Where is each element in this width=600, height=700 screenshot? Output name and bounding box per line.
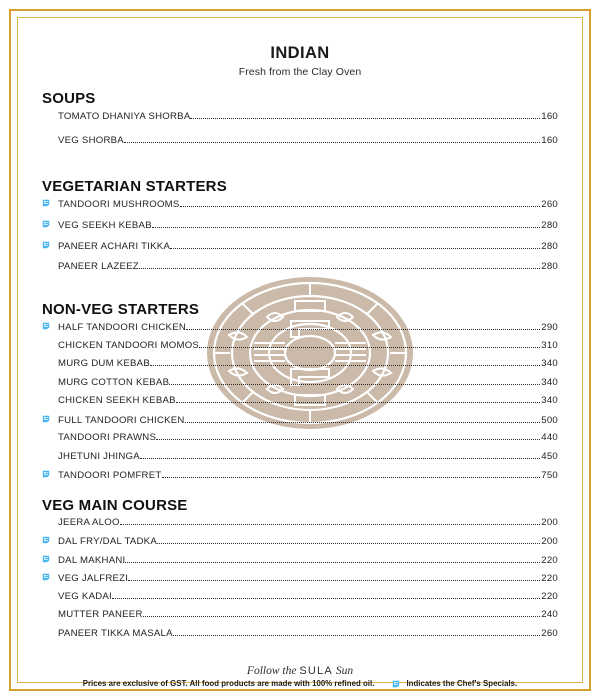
section-title: NON-VEG STARTERS — [42, 301, 200, 318]
chefs-special-icon — [392, 680, 400, 688]
menu-item-name: PANEER ACHARI TIKKA — [58, 241, 171, 252]
dotted-leader — [140, 454, 540, 459]
dotted-leader — [199, 343, 540, 348]
dotted-leader — [176, 398, 540, 403]
menu-item-price: 260 — [541, 199, 558, 210]
page-subtitle: Fresh from the Clay Oven — [238, 66, 362, 78]
dotted-leader — [185, 418, 541, 423]
chefs-special-icon — [42, 555, 58, 563]
menu-item-price: 750 — [541, 470, 558, 481]
dotted-leader — [139, 264, 540, 269]
dotted-leader — [170, 244, 540, 249]
chefs-special-legend: Indicates the Chef's Specials. — [406, 679, 518, 688]
chefs-special-icon — [42, 470, 58, 478]
menu-item-row — [42, 415, 558, 434]
menu-item-price: 450 — [541, 450, 558, 462]
menu-item-name: MURG COTTON KEBAB — [58, 376, 170, 388]
section-title: VEGETARIAN STARTERS — [42, 178, 227, 195]
menu-item-name: DAL FRY/DAL TADKA — [58, 536, 157, 547]
follow-suffix: Sun — [335, 665, 354, 677]
menu-item-price: 280 — [541, 220, 558, 231]
menu-item-row — [42, 629, 558, 648]
menu-item-price: 280 — [541, 261, 558, 272]
menu-item-name: JHETUNI JHINGA — [58, 450, 140, 462]
menu-item-row — [42, 241, 558, 262]
menu-item-row — [42, 136, 558, 160]
dotted-leader — [112, 594, 540, 599]
menu-item-row — [42, 592, 558, 611]
menu-header — [22, 22, 578, 78]
dotted-leader — [143, 612, 541, 617]
menu-item-price: 200 — [541, 536, 558, 547]
menu-section — [42, 90, 558, 160]
chefs-special-icon — [42, 573, 58, 581]
menu-item-name: MUTTER PANEER — [58, 609, 143, 620]
section-title: VEG MAIN COURSE — [42, 496, 188, 514]
menu-item-row — [42, 536, 558, 555]
dotted-leader — [180, 202, 541, 207]
chefs-special-icon — [42, 415, 58, 423]
menu-section — [42, 301, 558, 489]
menu-item-name: PANEER TIKKA MASALA — [58, 627, 173, 639]
menu-item-name: CHICKEN SEEKH KEBAB — [58, 395, 176, 406]
menu-section — [42, 497, 558, 648]
menu-item-name: TANDOORI MUSHROOMS — [58, 199, 180, 210]
menu-sections — [22, 90, 578, 678]
menu-item-name: TOMATO DHANIYA SHORBA — [58, 111, 191, 122]
menu-item-price: 160 — [541, 111, 558, 122]
dotted-leader — [128, 576, 540, 581]
menu-item-row — [42, 322, 558, 341]
menu-item-row — [42, 112, 558, 136]
menu-item-row — [42, 452, 558, 471]
menu-item-name: VEG SHORBA — [58, 135, 124, 146]
dotted-leader — [125, 558, 540, 563]
menu-content — [22, 22, 578, 678]
dotted-leader — [152, 223, 540, 228]
menu-item-price: 340 — [541, 358, 558, 369]
menu-item-price: 160 — [541, 135, 558, 146]
menu-item-price: 310 — [541, 339, 558, 351]
menu-item-price: 220 — [541, 554, 558, 566]
dotted-leader — [150, 361, 540, 366]
menu-item-price: 340 — [541, 376, 558, 388]
menu-item-row — [42, 573, 558, 592]
menu-item-row — [42, 470, 558, 489]
dotted-leader — [156, 435, 540, 440]
menu-item-name: PANEER LAZEEZ — [58, 261, 139, 272]
page-title: INDIAN — [270, 44, 330, 62]
menu-item-name: DAL MAKHANI — [58, 554, 126, 566]
menu-item-name: MURG DUM KEBAB — [58, 358, 150, 369]
menu-item-price: 220 — [541, 590, 558, 602]
menu-item-name: VEG SEEKH KEBAB — [58, 220, 152, 231]
dotted-leader — [190, 114, 540, 119]
dotted-leader — [169, 380, 540, 385]
menu-item-price: 290 — [541, 322, 558, 333]
menu-item-row — [42, 262, 558, 283]
follow-tagline — [22, 665, 578, 677]
chefs-special-icon — [42, 199, 58, 207]
chefs-special-icon — [42, 220, 58, 228]
menu-item-name: HALF TANDOORI CHICKEN — [58, 322, 187, 333]
dotted-leader — [124, 138, 540, 143]
price-disclaimer: Prices are exclusive of GST. All food products are made with 100% refined oil. — [82, 679, 375, 688]
chefs-special-icon — [42, 322, 58, 330]
menu-item-price: 200 — [541, 516, 558, 528]
menu-item-price: 500 — [541, 414, 558, 426]
menu-item-name: VEG KADAI — [58, 590, 112, 602]
menu-item-row — [42, 359, 558, 378]
menu-item-name: TANDOORI PRAWNS — [58, 432, 157, 443]
menu-item-name: JEERA ALOO — [58, 516, 120, 528]
follow-prefix: Follow the — [246, 665, 297, 677]
menu-item-name: FULL TANDOORI CHICKEN — [58, 414, 185, 426]
menu-item-price: 280 — [541, 241, 558, 252]
section-spacer — [42, 162, 558, 178]
dotted-leader — [157, 539, 540, 544]
menu-item-price: 440 — [541, 432, 558, 443]
brand-name: SULA — [299, 665, 333, 677]
chefs-special-icon — [42, 536, 58, 544]
footer-fineprint — [22, 679, 578, 688]
menu-item-row — [42, 199, 558, 220]
menu-item-row — [42, 433, 558, 452]
menu-item-row — [42, 518, 558, 537]
menu-item-price: 260 — [541, 627, 558, 639]
section-title: SOUPS — [42, 90, 96, 107]
menu-item-row — [42, 396, 558, 415]
dotted-leader — [120, 520, 541, 525]
menu-item-row — [42, 220, 558, 241]
menu-item-name: TANDOORI POMFRET — [58, 470, 162, 481]
menu-item-row — [42, 378, 558, 397]
dotted-leader — [162, 473, 541, 478]
menu-item-price: 240 — [541, 609, 558, 620]
dotted-leader — [186, 325, 540, 330]
menu-item-price: 220 — [541, 573, 558, 584]
dotted-leader — [173, 631, 540, 636]
menu-item-row — [42, 555, 558, 574]
menu-item-name: CHICKEN TANDOORI MOMOS — [58, 339, 200, 351]
menu-item-name: VEG JALFREZI — [58, 573, 129, 584]
menu-item-price: 340 — [541, 395, 558, 406]
menu-footer — [22, 665, 578, 688]
menu-section — [42, 178, 558, 283]
chefs-special-icon — [42, 241, 58, 249]
section-spacer — [42, 285, 558, 301]
menu-item-row — [42, 341, 558, 360]
menu-item-row — [42, 610, 558, 629]
